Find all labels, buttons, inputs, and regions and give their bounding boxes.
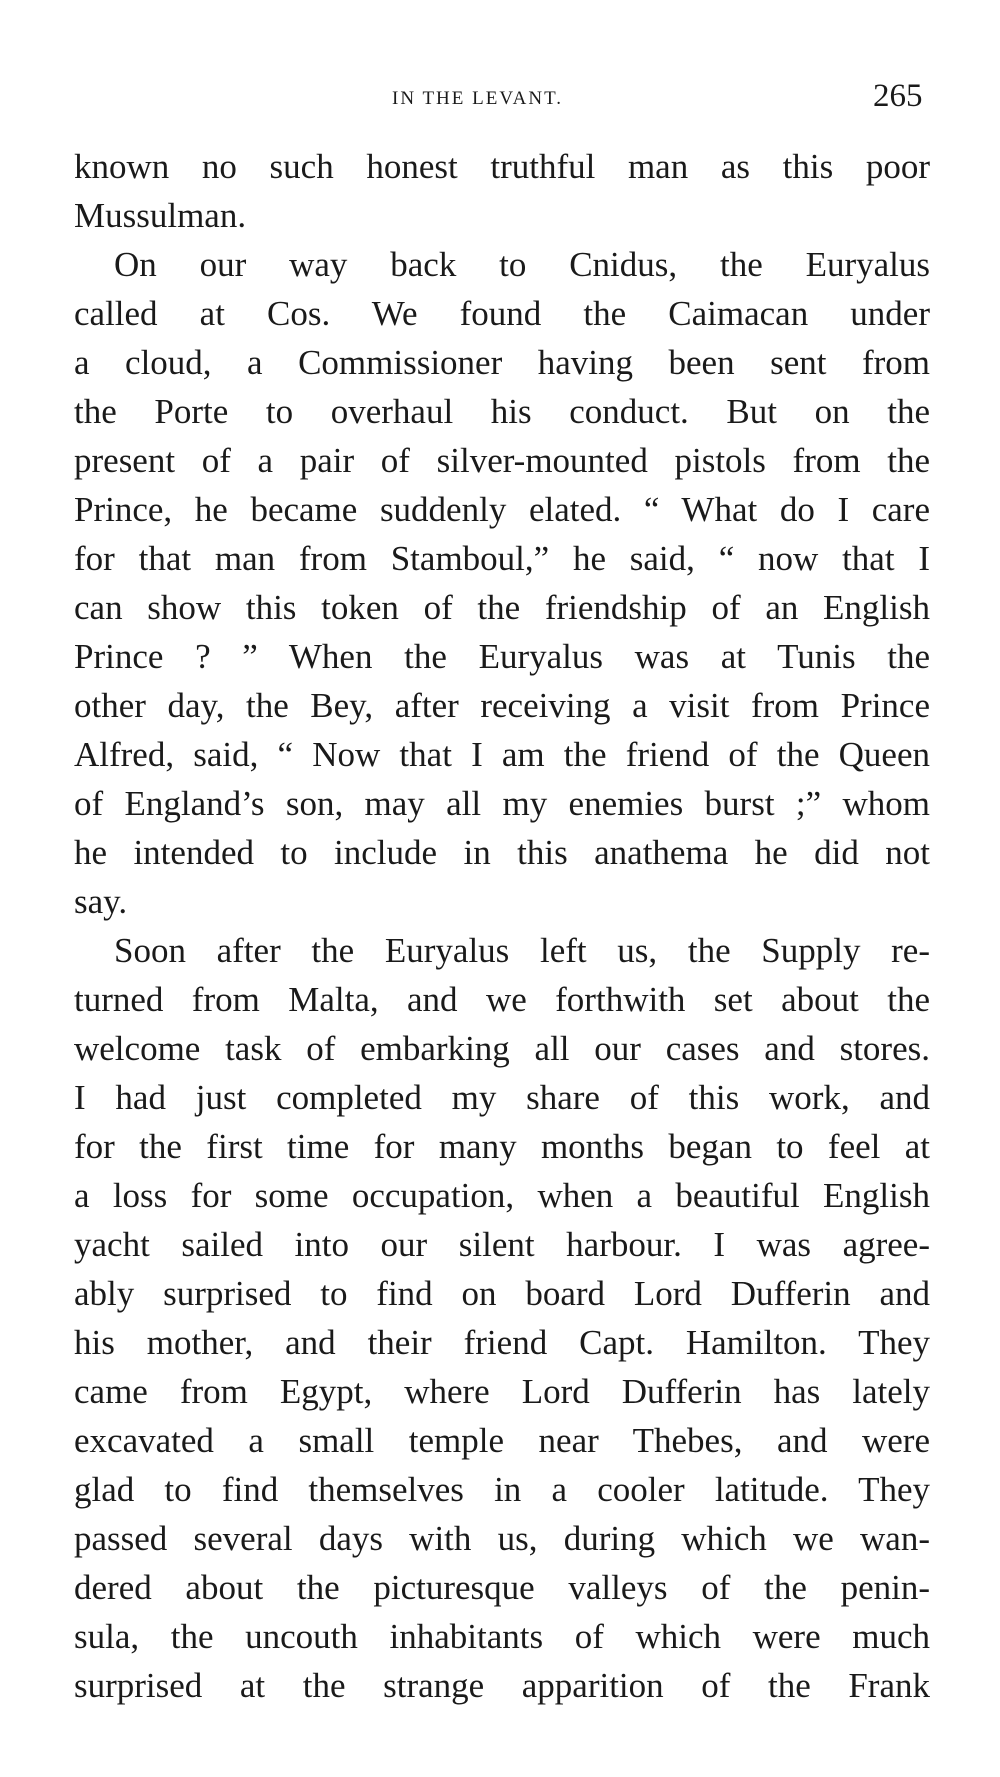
text-line: for the first time for many months began to feel at xyxy=(74,1127,930,1166)
text-line: Soon after the Euryalus left us, the Supply re- xyxy=(114,931,930,970)
body-text xyxy=(74,142,930,1710)
paragraph xyxy=(74,142,930,240)
text-line: welcome task of embarking all our cases and stores. xyxy=(74,1029,930,1068)
text-line: his mother, and their friend Capt. Hamilton. They xyxy=(74,1323,930,1362)
text-line: yacht sailed into our silent harbour. I was agree- xyxy=(74,1225,930,1264)
text-line: he intended to include in this anathema he did not xyxy=(74,833,930,872)
text-line: Mussulman. xyxy=(74,196,247,235)
text-line: say. xyxy=(74,882,128,921)
text-line: can show this token of the friendship of an English xyxy=(74,588,930,627)
text-line: Prince ? ” When the Euryalus was at Tunis the xyxy=(74,637,930,676)
text-line: sula, the uncouth inhabitants of which were much xyxy=(74,1617,930,1656)
text-line: other day, the Bey, after receiving a visit from Prince xyxy=(74,686,930,725)
text-line: the Porte to overhaul his conduct. But on the xyxy=(74,392,930,431)
text-line: dered about the picturesque valleys of the penin- xyxy=(74,1568,930,1607)
text-line: surprised at the strange apparition of the Frank xyxy=(74,1666,930,1705)
text-line: for that man from Stamboul,” he said, “ now that I xyxy=(74,539,930,578)
text-line: ably surprised to find on board Lord Dufferin and xyxy=(74,1274,930,1313)
running-head xyxy=(0,78,1000,118)
text-line: of England’s son, may all my enemies burst ;” whom xyxy=(74,784,930,823)
text-line: a cloud, a Commissioner having been sent from xyxy=(74,343,930,382)
text-line: came from Egypt, where Lord Dufferin has lately xyxy=(74,1372,930,1411)
text-line: present of a pair of silver-mounted pistols from the xyxy=(74,441,930,480)
text-line: turned from Malta, and we forthwith set about the xyxy=(74,980,930,1019)
text-line: glad to find themselves in a cooler latitude. They xyxy=(74,1470,930,1509)
text-line: known no such honest truthful man as this poor xyxy=(74,147,930,186)
text-line: a loss for some occupation, when a beautiful English xyxy=(74,1176,930,1215)
paragraph xyxy=(74,240,930,926)
text-line: I had just completed my share of this work, and xyxy=(74,1078,930,1117)
running-title: IN THE LEVANT. xyxy=(392,88,564,109)
text-line: Prince, he became suddenly elated. “ What do I care xyxy=(74,490,930,529)
text-line: Alfred, said, “ Now that I am the friend of the Queen xyxy=(74,735,930,774)
page-number: 265 xyxy=(873,78,923,114)
paragraph xyxy=(74,926,930,1710)
text-line: called at Cos. We found the Caimacan under xyxy=(74,294,930,333)
text-line: On our way back to Cnidus, the Euryalus xyxy=(114,245,930,284)
text-line: excavated a small temple near Thebes, and were xyxy=(74,1421,930,1460)
text-line: passed several days with us, during which we wan- xyxy=(74,1519,930,1558)
